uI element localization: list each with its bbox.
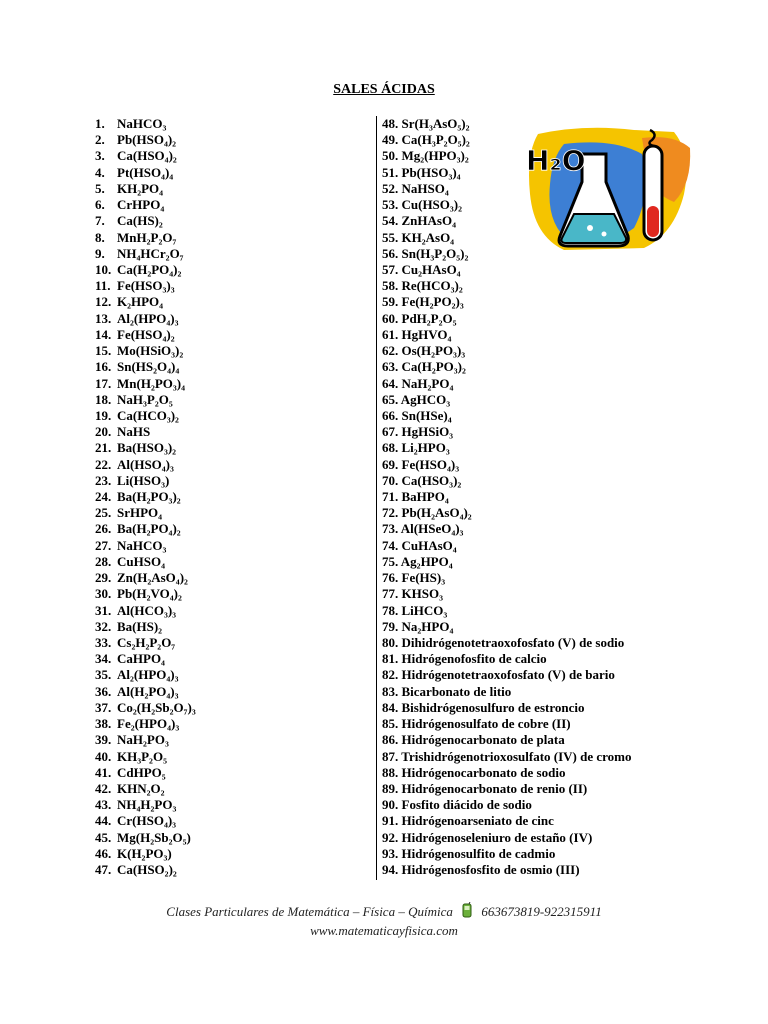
item-number: 15.: [95, 343, 112, 359]
formula-list-item: 52. NaHSO₄: [382, 180, 449, 196]
footer-classes-text: Clases Particulares de Matemática – Física – Química: [166, 904, 453, 919]
item-number: 20.: [95, 424, 112, 440]
formula-list-item: 51. Pb(HSO₃)₄: [382, 164, 461, 180]
formula-list-item: [95, 213, 375, 229]
formula-list-item: 84. Bishidrógenosulfuro de estroncio: [382, 699, 585, 715]
item-number: 34.: [95, 651, 112, 667]
formula-list-item: [95, 294, 375, 310]
formula-list-item: [95, 830, 375, 846]
formula-list-item: [95, 651, 375, 667]
mobile-phone-icon: [462, 902, 472, 922]
item-formula: NaHS: [117, 424, 151, 440]
item-number: 29.: [95, 570, 112, 586]
formula-list-item: 49. Ca(H₃P₂O₅)₂: [382, 132, 470, 148]
item-number: 42.: [95, 780, 112, 796]
formula-list-item: [95, 343, 375, 359]
item-number: 3.: [95, 148, 105, 164]
formula-list-item: 77. KHSO₃: [382, 586, 443, 602]
formula-list-item: [95, 148, 375, 164]
formula-list-item: 55. KH₂AsO₄: [382, 229, 455, 245]
item-formula: K₂HPO₄: [117, 294, 164, 310]
item-formula: Fe₂(HPO₄)₃: [117, 716, 180, 732]
formula-list-item: 76. Fe(HS)₃: [382, 570, 446, 586]
clipart-h2o-text: H₂O: [526, 144, 586, 177]
formula-list-item: 64. NaH₂PO₄: [382, 375, 454, 391]
formula-list-item: 81. Hidrógenofosfito de calcio: [382, 651, 547, 667]
item-number: 16.: [95, 359, 112, 375]
formula-list-item: 71. BaHPO₄: [382, 489, 449, 505]
item-formula: CuHSO₄: [117, 553, 165, 569]
item-formula: KHN₂O₂: [117, 780, 165, 796]
item-formula: Li(HSO₃): [117, 472, 170, 488]
formula-list-item: 70. Ca(HSO₃)₂: [382, 472, 462, 488]
item-number: 30.: [95, 586, 112, 602]
item-number: 6.: [95, 197, 105, 213]
item-formula: Mn(H₂PO₃)₄: [117, 375, 186, 391]
item-number: 19.: [95, 407, 112, 423]
item-formula: NaH₂PO₃: [117, 732, 169, 748]
left-formula-list: [95, 116, 375, 878]
formula-list-item: 91. Hidrógenoarseniato de cinc: [382, 813, 554, 829]
formula-list-item: 67. HgHSiO₃: [382, 424, 454, 440]
formula-list-item: [95, 732, 375, 748]
item-number: 35.: [95, 667, 112, 683]
item-formula: Ba(HS)₂: [117, 618, 163, 634]
formula-list-item: [95, 797, 375, 813]
item-number: 22.: [95, 456, 112, 472]
page-footer: [0, 902, 768, 939]
formula-list-item: 93. Hidrógenosulfito de cadmio: [382, 845, 556, 861]
item-formula: Co₂(H₂Sb₂O₇)₃: [117, 699, 196, 715]
item-formula: Fe(HSO₃)₃: [117, 278, 175, 294]
item-number: 40.: [95, 748, 112, 764]
footer-phone-numbers: 663673819-922315911: [481, 904, 602, 919]
formula-list-item: 59. Fe(H₂PO₂)₃: [382, 294, 464, 310]
item-number: 37.: [95, 699, 112, 715]
item-number: 27.: [95, 537, 112, 553]
formula-list-item: 75. Ag₂HPO₄: [382, 553, 453, 569]
item-formula: Al(H₂PO₄)₃: [117, 683, 179, 699]
formula-list-item: 57. Cu₂HAsO₄: [382, 261, 461, 277]
formula-list-item: 82. Hidrógenotetraoxofosfato (V) de bario: [382, 667, 615, 683]
item-formula: Cr(HSO₄)₃: [117, 813, 177, 829]
item-formula: Ca(HSO₄)₂: [117, 148, 177, 164]
formula-list-item: 89. Hidrógenocarbonato de renio (II): [382, 780, 588, 796]
formula-list-item: [95, 408, 375, 424]
formula-list-item: [95, 700, 375, 716]
item-formula: Fe(HSO₄)₂: [117, 326, 175, 342]
item-number: 10.: [95, 261, 112, 277]
item-number: 11.: [95, 278, 111, 294]
formula-list-item: 79. Na₂HPO₄: [382, 618, 454, 634]
item-formula: Pb(H₂VO₄)₂: [117, 586, 182, 602]
formula-list-item: [95, 781, 375, 797]
formula-list-item: [95, 440, 375, 456]
column-divider: [376, 116, 377, 880]
formula-list-item: 86. Hidrógenocarbonato de plata: [382, 732, 565, 748]
formula-list-item: 58. Re(HCO₃)₂: [382, 278, 463, 294]
item-formula: NaHCO₃: [117, 116, 167, 131]
formula-list-item: [95, 667, 375, 683]
formula-list-item: [95, 862, 375, 878]
item-formula: NaHCO₃: [117, 537, 167, 553]
formula-list-item: [95, 278, 375, 294]
item-number: 46.: [95, 845, 112, 861]
item-formula: Al₂(HPO₄)₃: [117, 310, 179, 326]
item-number: 5.: [95, 180, 105, 196]
item-formula: Ba(HSO₃)₂: [117, 440, 177, 456]
item-number: 39.: [95, 732, 112, 748]
formula-list-item: 94. Hidrógenosfosfito de osmio (III): [382, 862, 580, 878]
formula-list-item: [95, 359, 375, 375]
item-number: 45.: [95, 829, 112, 845]
item-formula: CrHPO₄: [117, 197, 165, 213]
item-number: 44.: [95, 813, 112, 829]
item-formula: NaH₃P₂O₅: [117, 391, 173, 407]
formula-list-item: [95, 246, 375, 262]
formula-list-item: [95, 716, 375, 732]
formula-list-item: [95, 197, 375, 213]
formula-list-item: [95, 262, 375, 278]
formula-list-item: 73. Al(HSeO₄)₃: [382, 521, 464, 537]
item-number: 4.: [95, 164, 105, 180]
formula-list-item: 68. Li₂HPO₃: [382, 440, 450, 456]
formula-list-item: [95, 132, 375, 148]
flask-liquid: [562, 214, 627, 243]
item-formula: NH₄HCr₂O₇: [117, 245, 184, 261]
item-number: 7.: [95, 213, 105, 229]
item-formula: KH₂PO₄: [117, 180, 164, 196]
item-formula: Sn(HS₂O₄)₄: [117, 359, 180, 375]
formula-list-item: 87. Trishidrógenotrioxosulfato (IV) de cromo: [382, 748, 632, 764]
item-number: 21.: [95, 440, 112, 456]
chemistry-clipart: [524, 124, 694, 254]
formula-list-item: [95, 327, 375, 343]
item-formula: Ba(H₂PO₃)₂: [117, 489, 181, 505]
formula-list-item: 74. CuHAsO₄: [382, 537, 457, 553]
item-formula: CaHPO₄: [117, 651, 165, 667]
formula-list-item: 78. LiHCO₃: [382, 602, 448, 618]
item-number: 8.: [95, 229, 105, 245]
formula-list-item: 63. Ca(H₂PO₃)₂: [382, 359, 466, 375]
formula-list-item: 88. Hidrógenocarbonato de sodio: [382, 764, 566, 780]
formula-list-item: [95, 424, 375, 440]
item-number: 18.: [95, 391, 112, 407]
formula-list-item: [95, 473, 375, 489]
formula-list-item: [95, 603, 375, 619]
item-number: 25.: [95, 505, 112, 521]
item-number: 32.: [95, 618, 112, 634]
item-number: 28.: [95, 553, 112, 569]
formula-list-item: 83. Bicarbonato de litio: [382, 683, 512, 699]
formula-list-item: [95, 749, 375, 765]
formula-list-item: 53. Cu(HSO₃)₂: [382, 197, 463, 213]
formula-list-item: 90. Fosfito diácido de sodio: [382, 797, 532, 813]
item-number: 14.: [95, 326, 112, 342]
item-formula: K(H₂PO₃): [117, 845, 172, 861]
formula-list-item: [95, 765, 375, 781]
formula-list-item: [95, 846, 375, 862]
formula-list-item: [95, 311, 375, 327]
formula-list-item: [95, 505, 375, 521]
formula-list-item: [95, 635, 375, 651]
item-number: 17.: [95, 375, 112, 391]
item-formula: Al₂(HPO₄)₃: [117, 667, 179, 683]
formula-list-item: 56. Sn(H₃P₂O₅)₂: [382, 245, 469, 261]
formula-list-item: 54. ZnHAsO₄: [382, 213, 456, 229]
item-formula: Al(HSO₄)₃: [117, 456, 174, 472]
test-tube-liquid: [647, 206, 659, 237]
formula-list-item: [95, 570, 375, 586]
item-number: 36.: [95, 683, 112, 699]
formula-list-item: [95, 165, 375, 181]
formula-list-item: 62. Os(H₂PO₃)₃: [382, 343, 466, 359]
formula-list-item: [95, 554, 375, 570]
item-formula: Mg(H₂Sb₂O₅): [117, 829, 191, 845]
formula-list-item: 69. Fe(HSO₄)₃: [382, 456, 460, 472]
item-number: 26.: [95, 521, 112, 537]
formula-list-item: [95, 181, 375, 197]
formula-list-item: 72. Pb(H₂AsO₄)₂: [382, 505, 472, 521]
formula-list-item: [95, 538, 375, 554]
item-number: 47.: [95, 862, 112, 878]
item-formula: NH₄H₂PO₃: [117, 797, 177, 813]
item-number: 38.: [95, 716, 112, 732]
item-formula: Pt(HSO₄)₄: [117, 164, 174, 180]
formula-list-item: 48. Sr(H₃AsO₅)₂: [382, 116, 470, 131]
formula-list-item: [95, 116, 375, 132]
formula-list-item: [95, 619, 375, 635]
formula-list-item: [95, 376, 375, 392]
formula-list-item: [95, 457, 375, 473]
item-number: 33.: [95, 635, 112, 650]
item-formula: Ca(HCO₃)₂: [117, 407, 179, 423]
formula-list-item: [95, 489, 375, 505]
formula-list-item: [95, 392, 375, 408]
item-number: 31.: [95, 602, 112, 618]
item-formula: Pb(HSO₄)₂: [117, 132, 177, 148]
item-formula: Ca(HSO₂)₂: [117, 862, 177, 878]
item-number: 12.: [95, 294, 112, 310]
item-number: 43.: [95, 797, 112, 813]
formula-list-item: [95, 813, 375, 829]
item-formula: Ca(H₂PO₄)₂: [117, 261, 182, 277]
item-formula: MnH₂P₂O₇: [117, 229, 177, 245]
item-number: 23.: [95, 472, 112, 488]
formula-list-item: [95, 684, 375, 700]
formula-list-item: 61. HgHVO₄: [382, 326, 452, 342]
item-number: 13.: [95, 310, 112, 326]
item-number: 2.: [95, 132, 105, 148]
item-formula: SrHPO₄: [117, 505, 163, 521]
item-number: 9.: [95, 245, 105, 261]
footer-website-link[interactable]: www.matematicayfisica.com: [310, 923, 458, 938]
item-formula: Ca(HS)₂: [117, 213, 163, 229]
item-formula: Mo(HSiO₃)₂: [117, 343, 184, 359]
formula-list-item: 85. Hidrógenosulfato de cobre (II): [382, 716, 571, 732]
formula-list-item: 65. AgHCO₃: [382, 391, 451, 407]
item-formula: Zn(H₂AsO₄)₂: [117, 570, 188, 586]
item-number: 24.: [95, 489, 112, 505]
item-formula: Cs₂H₂P₂O₇: [117, 635, 176, 650]
formula-list-item: [95, 230, 375, 246]
formula-list-item: 66. Sn(HSe)₄: [382, 407, 452, 423]
formula-list-item: [95, 521, 375, 537]
formula-list-item: 50. Mg₂(HPO₃)₂: [382, 148, 469, 164]
item-formula: Al(HCO₃)₃: [117, 602, 177, 618]
formula-list-item: 92. Hidrógenoseleniuro de estaño (IV): [382, 829, 593, 845]
formula-list-item: [95, 586, 375, 602]
formula-list-item: 60. PdH₂P₂O₅: [382, 310, 457, 326]
item-formula: Ba(H₂PO₄)₂: [117, 521, 181, 537]
formula-list-item: 80. Dihidrógenotetraoxofosfato (V) de sodio: [382, 635, 625, 650]
item-number: 41.: [95, 764, 112, 780]
item-number: 1.: [95, 116, 105, 131]
item-formula: KH₃P₂O₅: [117, 748, 167, 764]
page-title: SALES ÁCIDAS: [333, 82, 435, 97]
item-formula: CdHPO₅: [117, 764, 166, 780]
